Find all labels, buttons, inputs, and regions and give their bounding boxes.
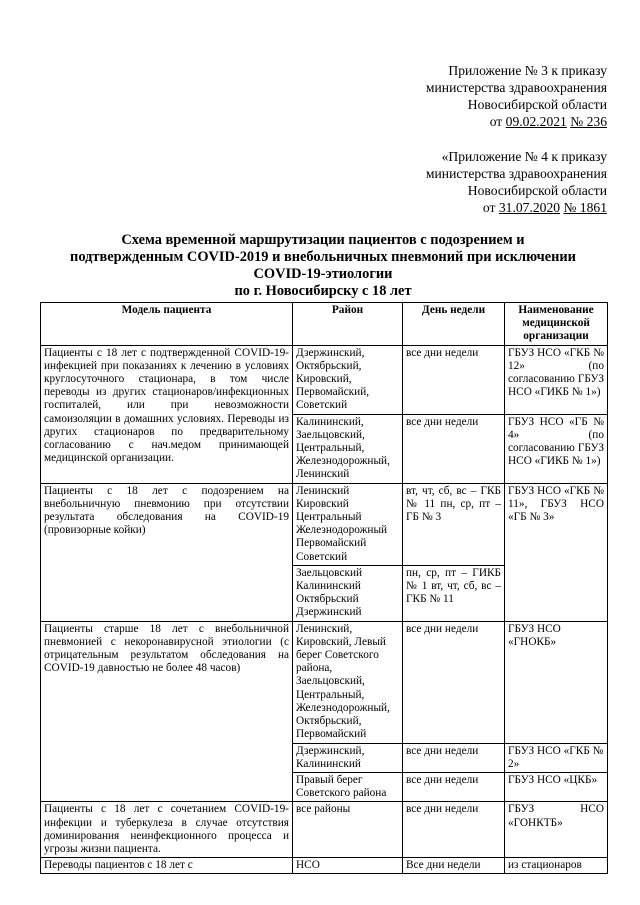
cell-model: Пациенты с 18 лет с подозрением на внебольничную пневмонию при отсутствии результата обследования на COVID-19 (провизорные койки) xyxy=(41,483,293,621)
appendix-current xyxy=(426,62,607,130)
appendix-current-line3: Новосибирской области xyxy=(467,97,607,112)
table-row xyxy=(41,345,608,414)
appendix-previous-line2: министерства здравоохранения xyxy=(425,166,607,181)
cell-district: все районы xyxy=(293,802,403,858)
appendix-current-date: 09.02.2021 xyxy=(505,114,567,129)
table-row xyxy=(41,621,608,743)
cell-district: Калининский, Заельцовский, Центральный, Железнодорожный, Ленинский xyxy=(293,414,403,483)
cell-org: из стационаров xyxy=(505,858,608,874)
cell-day: все дни недели xyxy=(403,345,505,414)
cell-district: НСО xyxy=(293,858,403,874)
cell-model: Пациенты с 18 лет с подтвержденной COVID-19-инфекцией при показаниях к лечению в условиях круглосуточного стационара, в том числе переводы из других стационаров/инфекционных госпиталей, или при невозможности самоизоляции в домашних условиях. Переводы из других стационаров по предварительному согласованию с нач.медом принимающей медицинской организации. xyxy=(41,345,293,483)
cell-day: все дни недели xyxy=(403,802,505,858)
routing-table xyxy=(40,302,608,874)
appendix-current-date-line xyxy=(426,113,607,130)
document-title xyxy=(40,232,606,300)
title-line3: COVID-19-этиологии xyxy=(253,266,393,282)
appendix-previous-date: 31.07.2020 xyxy=(498,200,561,215)
cell-model: Переводы пациентов с 18 лет с xyxy=(41,858,293,874)
header-day: День недели xyxy=(403,303,505,346)
title-line1: Схема временной маршрутизации пациентов с подозрением и xyxy=(121,232,525,248)
header-district: Район xyxy=(293,303,403,346)
header-model: Модель пациента xyxy=(41,303,293,346)
appendix-previous-number: № 1861 xyxy=(563,200,607,215)
cell-org: ГБУЗ НСО «ЦКБ» xyxy=(505,772,608,801)
cell-day: вт, чт, сб, вс – ГКБ № 11 пн, ср, пт – ГБ № 3 xyxy=(403,483,505,565)
cell-org: ГБУЗ НСО «ГБ № 4» (по согласованию ГБУЗ НСО «ГИКБ № 1») xyxy=(505,414,608,483)
cell-district: Заельцовский Калининский Октябрьский Дзержинский xyxy=(293,565,403,621)
cell-district: Дзержинский, Калининский xyxy=(293,743,403,772)
appendix-previous-line1: «Приложение № 4 к приказу xyxy=(441,149,607,164)
appendix-current-line2: министерства здравоохранения xyxy=(425,80,607,95)
appendix-current-number: № 236 xyxy=(570,114,607,129)
cell-org: ГБУЗ НСО «ГОНКТБ» xyxy=(505,802,608,858)
cell-model: Пациенты с 18 лет с сочетанием COVID-19-инфекции и туберкулеза в случае отсутствия доминирования неинфекционного процесса и угрозы жизни пациента. xyxy=(41,802,293,858)
cell-model: Пациенты старше 18 лет с внебольничной пневмонией с некоронавирусной этиологии (с отрицательным результатом обследования на COVID-19 давностью не более 48 часов) xyxy=(41,621,293,802)
table-row xyxy=(41,802,608,858)
title-line4: по г. Новосибирску с 18 лет xyxy=(234,283,412,299)
table-row xyxy=(41,483,608,565)
appendix-current-line1: Приложение № 3 к приказу xyxy=(448,63,607,78)
header-org: Наименование медицинской организации xyxy=(505,303,608,346)
cell-day: пн, ср, пт – ГИКБ № 1 вт, чт, сб, вс – ГКБ № 11 xyxy=(403,565,505,621)
table-header-row xyxy=(41,303,608,346)
table-row xyxy=(41,858,608,874)
cell-day: все дни недели xyxy=(403,743,505,772)
appendix-previous-date-line xyxy=(426,199,607,216)
cell-org: ГБУЗ НСО «ГНОКБ» xyxy=(505,621,608,743)
cell-org: ГБУЗ НСО «ГКБ № 11», ГБУЗ НСО «ГБ № 3» xyxy=(505,483,608,621)
appendix-previous-date-prefix: от xyxy=(482,200,499,215)
title-line2: подтвержденным COVID-2019 и внебольничных пневмоний при исключении xyxy=(70,249,576,265)
cell-district: Ленинский, Кировский, Левый берег Советского района, Заельцовский, Центральный, Железнодорожный, Октябрьский, Первомайский xyxy=(293,621,403,743)
cell-day: все дни недели xyxy=(403,414,505,483)
cell-district: Ленинский Кировский Центральный Железнодорожный Первомайский Советский xyxy=(293,483,403,565)
cell-org: ГБУЗ НСО «ГКБ № 12» (по согласованию ГБУЗ НСО «ГИКБ № 1») xyxy=(505,345,608,414)
cell-district: Правый берег Советского района xyxy=(293,772,403,801)
cell-district: Дзержинский, Октябрьский, Кировский, Первомайский, Советский xyxy=(293,345,403,414)
cell-org: ГБУЗ НСО «ГКБ № 2» xyxy=(505,743,608,772)
cell-day: Все дни недели xyxy=(403,858,505,874)
cell-day: все дни недели xyxy=(403,621,505,743)
appendix-previous xyxy=(426,148,607,216)
cell-day: все дни недели xyxy=(403,772,505,801)
appendix-previous-line3: Новосибирской области xyxy=(467,183,607,198)
appendix-current-date-prefix: от xyxy=(489,114,506,129)
